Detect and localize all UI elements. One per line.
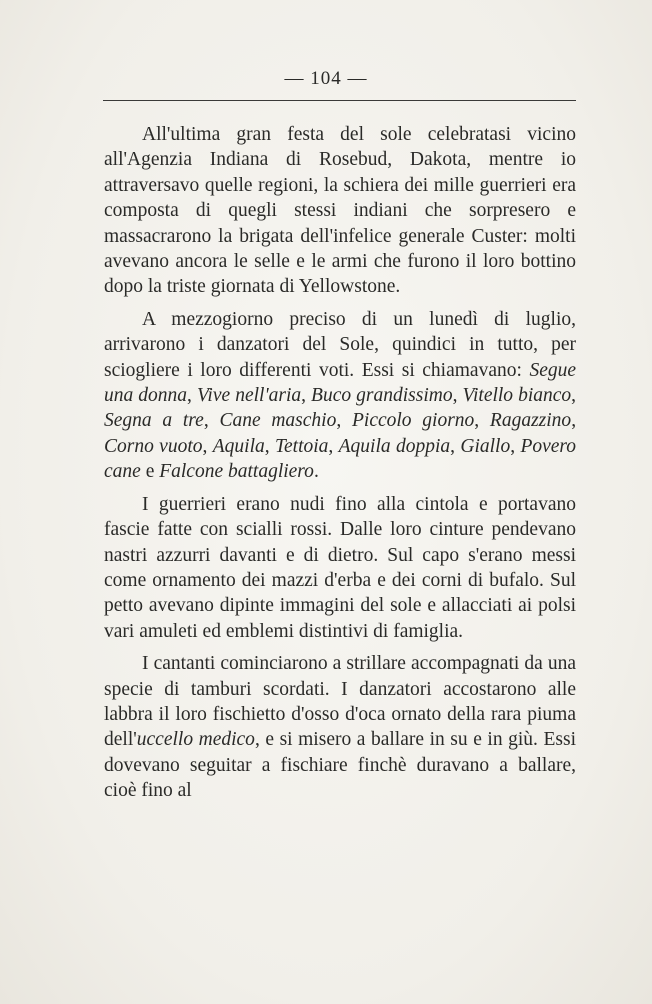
dancer-name: Vive nell'aria: [196, 385, 302, 407]
dancer-name: Segna a tre: [104, 410, 204, 432]
dancer-name: Giallo: [460, 435, 511, 457]
dancer-name: Aquila doppia: [338, 435, 451, 457]
body-text: [104, 122, 576, 811]
dancer-name: Falcone battagliero: [159, 461, 314, 483]
paragraph-3: I guerrieri erano nudi fino alla cintola e portavano fascie fatte con scialli rossi. Dalle loro cinture pendevano nastri azzurri davanti e di dietro. Sul capo s'erano messi come ornamento dei mazzi d'erba e dei corni di bufalo. Sul petto avevano dipinte immagini del sole e allacciati ai polsi vari amuleti ed emblemi distintivi di famiglia.: [104, 493, 576, 642]
dancer-name: Cane maschio: [219, 410, 337, 432]
dancer-name: Ragazzino: [489, 410, 572, 432]
italic-term: uccello medico: [136, 729, 255, 751]
paragraph-2: A mezzogiorno preciso di un lunedì di luglio, arrivarono i danzatori del Sole, quindici in tutto, per sciogliere i loro differenti voti. Essi si chiamavano: Segue una donna, Vive nell'aria, Buco grandissimo, Vitello bianco, Segna a tre, Cane maschio, Piccolo giorno, Ragazzino, Corno vuoto, Aquila, Tettoia, Aquila doppia, Giallo, Povero cane e Falcone battagliero.: [104, 308, 577, 483]
paragraph-2-intro: A mezzogiorno preciso di un lunedì di luglio, arrivarono i danzatori del Sole, quindici in tutto, per sciogliere i loro differenti voti. Essi si chiamavano:: [104, 308, 576, 381]
paragraph-1: All'ultima gran festa del sole celebratasi vicino all'Agenzia Indiana di Rosebud, Dakota, mentre io attraversavo quelle regioni, la schiera dei mille guerrieri era composta di quegli stessi indiani che sorpresero e massacrarono la brigata dell'infelice generale Custer: molti avevano ancora le selle e le armi che furono il loro bottino dopo la triste giornata di Yellowstone.: [104, 124, 576, 298]
page-number: — 104 —: [284, 68, 368, 89]
dancer-name: Segue una donna: [104, 359, 576, 407]
dancer-name: Tettoia: [274, 435, 329, 457]
dancer-name: Povero cane: [104, 435, 577, 483]
paragraph-4: I cantanti cominciarono a strillare accompagnati da una specie di tamburi scordati. I danzatori accostarono alle labbra il loro fischietto d'osso d'oca ornato della rara piuma dell'uccello medico, e si misero a ballare in su e in giù. Essi dovevano seguitar a fischiare finchè duravano a ballare, cioè fino al: [104, 653, 576, 802]
dancer-name: Buco grandissimo: [311, 385, 453, 407]
dancer-name: Vitello bianco: [462, 385, 572, 407]
dancer-name: Aquila: [212, 435, 265, 457]
header-rule: [103, 100, 576, 101]
dancer-name: Corno vuoto: [104, 435, 203, 457]
dancer-name: Piccolo giorno: [351, 410, 475, 432]
